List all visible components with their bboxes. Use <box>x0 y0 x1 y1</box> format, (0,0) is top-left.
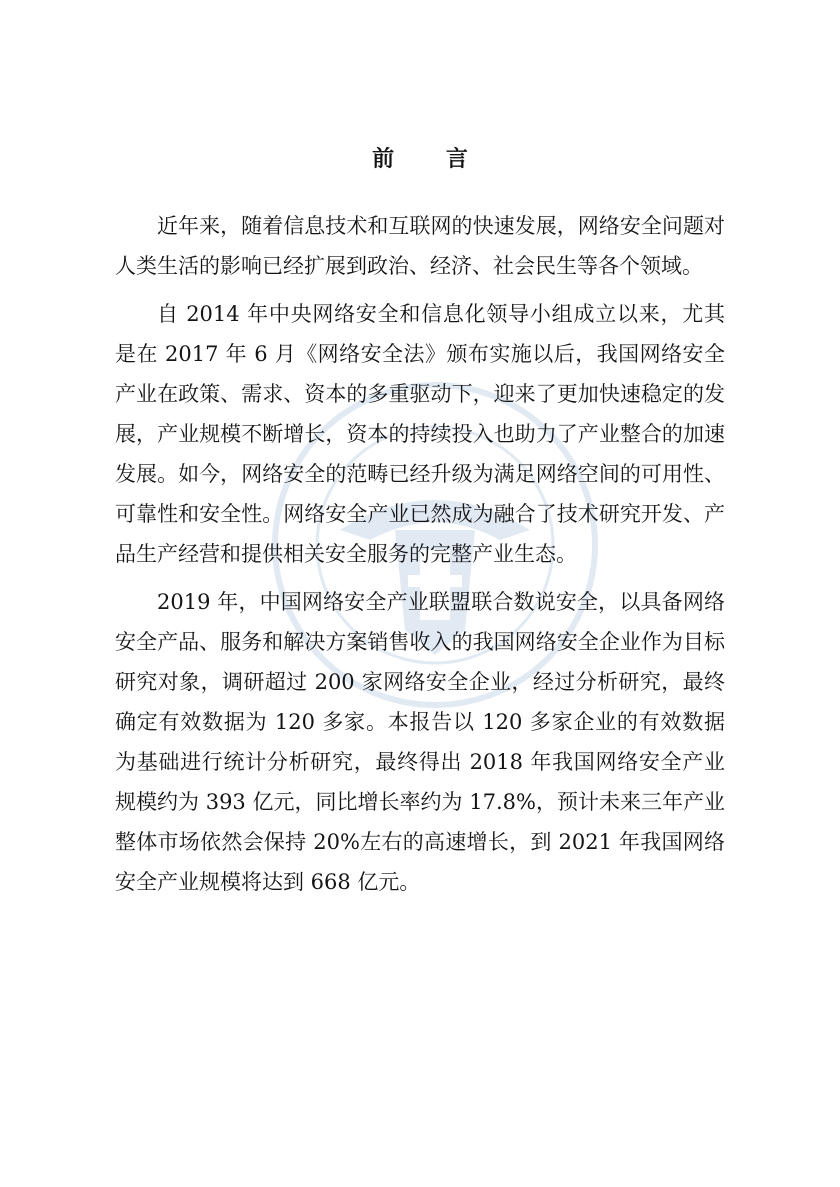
paragraph-2: 自 2014 年中央网络安全和信息化领导小组成立以来，尤其是在 2017 年 6 月《网络安全法》颁布实施以后，我国网络安全产业在政策、需求、资本的多重驱动下，迎来了更加快速稳定的发展，产业规模不断增长，资本的持续投入也助力了产业整合的加速发展。如今，网络安全的范畴已经升级为满足网络空间的可用性、可靠性和安全性。网络安全产业已然成为融合了技术研究开发、产品生产经营和提供相关安全服务的完整产业生态。 <box>115 302 725 566</box>
body-text <box>115 206 725 910</box>
paragraph-1: 近年来，随着信息技术和互联网的快速发展，网络安全问题对人类生活的影响已经扩展到政治、经济、社会民生等各个领域。 <box>115 214 725 278</box>
paragraph-3: 2019 年，中国网络安全产业联盟联合数说安全，以具备网络安全产品、服务和解决方案销售收入的我国网络安全企业作为目标研究对象，调研超过 200 家网络安全企业，经过分析研究，最终确定有效数据为 120 多家。本报告以 120 多家企业的有效数据为基础进行统计分析研究，最终得出 2018 年我国网络安全产业规模约为 393 亿元，同比增长率约为 17.8%，预计未来三年产业整体市场依然会保持 20%左右的高速增长，到 2021 年我国网络安全产业规模将达到 668 亿元。 <box>115 590 725 894</box>
page-title: 前 言 <box>372 146 490 172</box>
